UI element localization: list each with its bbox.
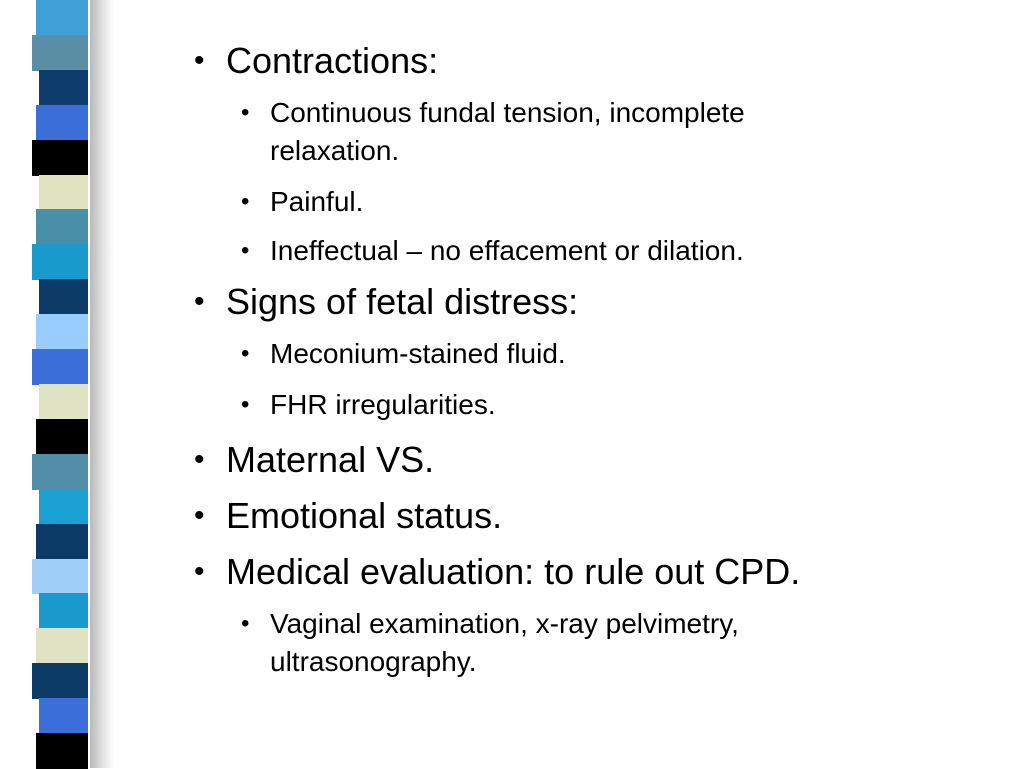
bullet-icon: • [194,499,205,532]
bullet-text: Maternal VS. [226,439,435,480]
stripe-block [32,244,88,280]
stripe-block [36,628,88,664]
bullet-item [190,40,990,82]
stripe-block [39,384,88,420]
stripe-block [32,140,88,176]
stripe-block [32,35,88,71]
sub-bullet-text: Painful. [270,186,364,217]
bullet-icon: • [241,188,250,215]
stripe-block [36,105,88,141]
bullet-icon: • [241,237,250,264]
stripe-block [32,454,88,490]
sub-bullet-text: Ineffectual – no effacement or dilation. [270,235,744,266]
stripe-block [39,698,88,734]
sub-bullet-item [190,181,990,222]
stripe-block [39,279,88,315]
stripe-block [36,314,88,350]
stripe-block [36,209,88,245]
sub-bullet-text: Meconium-stained fluid. [270,338,566,369]
bullet-text: Contractions: [226,40,439,81]
sub-bullet-item [190,384,990,425]
sub-bullet-text: FHR irregularities. [270,389,496,420]
sub-bullet-item [190,605,910,681]
bullet-icon: • [241,391,250,418]
bullet-text: Medical evaluation: to rule out CPD. [226,551,801,592]
stripe-block [36,733,88,769]
bullet-icon: • [241,340,250,367]
bullet-icon: • [194,555,205,588]
stripe-block [32,663,88,699]
sub-bullet-text: Continuous fundal tension, incomplete relaxation. [270,97,745,166]
bullet-icon: • [241,610,250,637]
stripe-block [36,524,88,560]
bullet-text: Signs of fetal distress: [226,281,579,322]
stripe-block [39,175,88,211]
sub-bullet-item [190,333,990,374]
bullet-item [190,495,990,537]
decorative-stripe [28,0,108,768]
stripe-block [36,0,88,36]
stripe-block [32,559,88,595]
sub-bullet-item [190,94,870,170]
bullet-list [190,30,990,681]
stripe-block [36,419,88,455]
sub-bullet-item [190,230,990,271]
bullet-icon: • [194,44,205,77]
bullet-icon: • [241,99,250,126]
bullet-icon: • [194,285,205,318]
bullet-item [190,281,990,323]
stripe-block [32,349,88,385]
stripe-block [39,593,88,629]
stripe-block [39,489,88,525]
bullet-item [190,551,990,593]
sub-bullet-text: Vaginal examination, x-ray pelvimetry, ultrasonography. [270,608,739,677]
stripe-block [39,70,88,106]
bullet-icon: • [194,443,205,476]
bullet-item [190,439,990,481]
bullet-text: Emotional status. [226,495,503,536]
